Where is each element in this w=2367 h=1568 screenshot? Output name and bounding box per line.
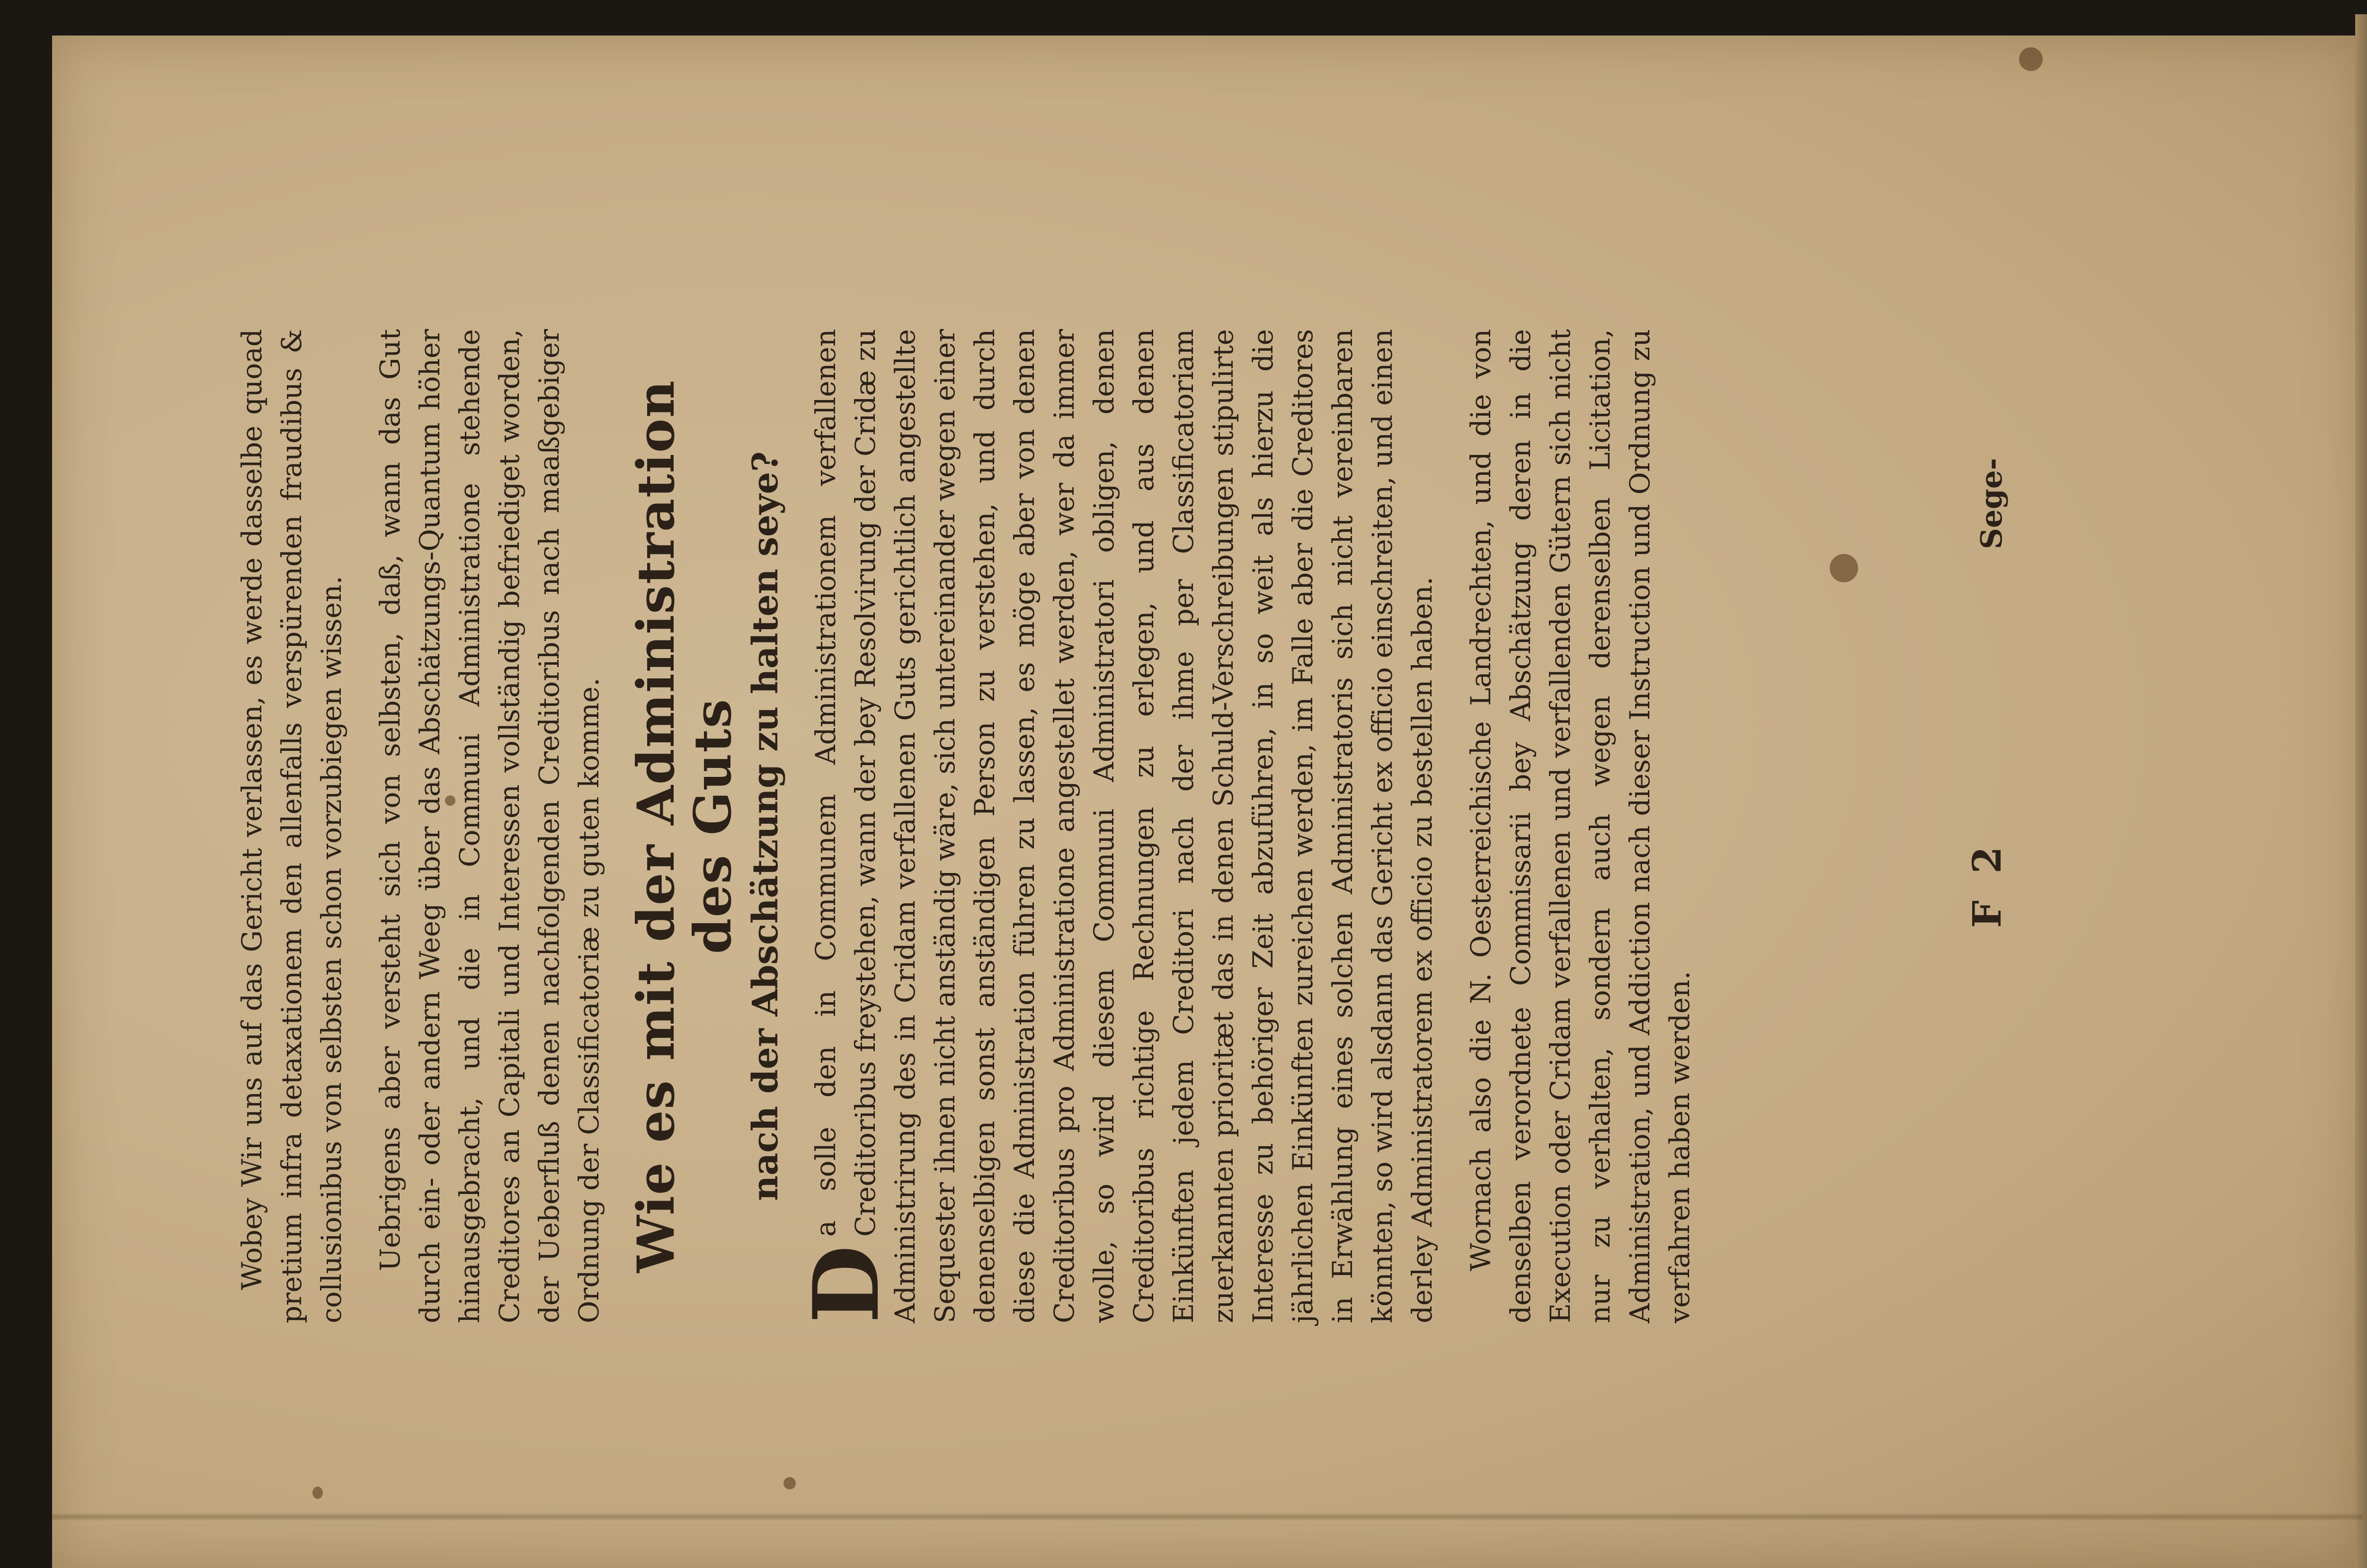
drop-cap: D <box>793 1245 899 1323</box>
paragraph-2: Uebrigens aber versteht sich von selbsten, daß, wann das Gut durch ein- oder andern Weeg über das Abschätzungs-Quantum höher hinausgebracht, und die in Communi Administratione stehende Creditores an Capitali und Interessen vollständig befriediget worden, der Ueberfluß denen nachfolgenden Creditoribus nach maaßgebiger Ordnung der Classificatoriæ zu guten komme. <box>374 329 605 1323</box>
page-edge <box>2355 14 2367 1568</box>
signature-mark: F 2 <box>1965 840 2010 928</box>
page-fold <box>52 1513 2362 1521</box>
ink-stain <box>2019 47 2043 71</box>
section-heading: Wie es mit der Administration des Guts <box>626 379 743 1273</box>
ink-stain <box>783 1477 796 1489</box>
paragraph-3-text: a solle den in Communem Administrationem verfallenen Creditoribus freystehen, wann der bey Resolvirung der Cridæ zu Administrirung des in Cridam verfallenen Guts gerichtlich angestellte Sequester ihnen nicht anständig wäre, sich untereinander wegen einer denenselbigen sonst anständigen Person zu verstehen, und durch diese die Administration führen zu lassen, es möge aber von denen Creditoribus pro Administratione angestellet werden, wer da immer wolle, so wird diesem Communi Administratori obligen, denen Creditoribus richtige Rechnungen zu erlegen, und aus denen Einkünften jedem Creditori nach der ihme per Classificatoriam zuerkannten prioritæt das in denen Schuld-Verschreibungen stipulirte Interesse zu behöriger Zeit abzuführen, in so weit als hierzu die jährlichen Einkünften zureichen werden, im Falle aber die Creditores in Erwählung eines solchen Administratoris sich nicht vereinbaren könnten, so wird alsdann das Gericht ex officio einschreiten, und einen derley Administratorem ex officio zu bestellen haben. <box>810 329 1438 1323</box>
ink-stain <box>312 1487 323 1499</box>
section-subheading: nach der Abschätzung zu halten seye? <box>745 451 786 1201</box>
catchword: Sege- <box>1974 458 2009 549</box>
paragraph-4: Wornach also die N. Oesterreichische Landrechten, und die von denselben verordnete Commissarii bey Abschätzung deren in die Execution oder Cridam verfallenen und verfallenden Gütern sich nicht nur zu verhalten, sondern auch wegen derenselben Licitation, Administration, und Addiction nach dieser Instruction und Ordnung zu verfahren haben werden. <box>1465 329 1696 1323</box>
ink-stain <box>1830 554 1858 582</box>
paragraph-1: Wobey Wir uns auf das Gericht verlassen, es werde dasselbe quoad pretium infra detaxationem den allenfalls verspürenden fraudibus & collusionibus von selbsten schon vorzubiegen wissen. <box>236 329 347 1323</box>
paragraph-3 <box>793 329 1442 1323</box>
text-column <box>232 329 1723 1323</box>
